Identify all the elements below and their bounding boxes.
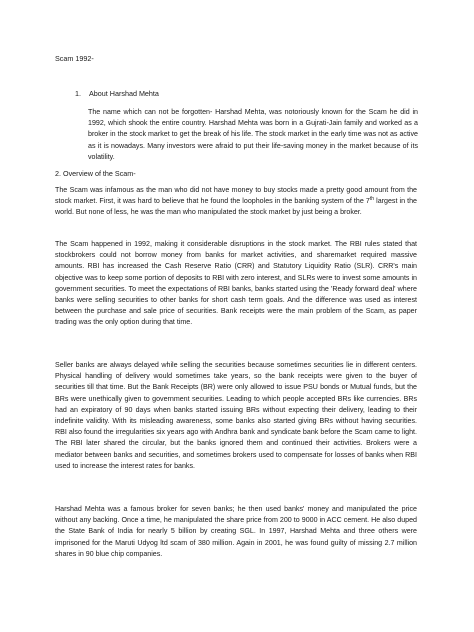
section-2-paragraph-1 <box>55 185 417 219</box>
p1-text-before: The Scam was infamous as the man who did not have money to buy stocks made a pretty good amount from the stock market. First, it was hard to believe that he found the loopholes in the banking system of the 7 <box>55 186 417 206</box>
p1-superscript: th <box>369 196 375 203</box>
section-1-heading-text: About Harshad Mehta <box>89 89 159 98</box>
document-title: Scam 1992- <box>55 54 94 63</box>
section-2-paragraph-4: Harshad Mehta was a famous broker for seven banks; he then used banks' money and manipulated the price without any backing. Once a time, he manipulated the share price from 200 to 9000 in ACC cement. He also duped the State Bank of India for nearly 5 billion by creating SGL. In 1997, Harshad Mehta and three others were imprisoned for the Maruti Udyog ltd scam of 380 million. Again in 2001, he was found guilty of missing 2.7 million shares in 90 blue chip companies. <box>55 505 417 558</box>
section-2-paragraph-3: Seller banks are always delayed while selling the securities because sometimes securities lie in different centers. Physical handling of delivery would sometimes take years, so the bank receipts were given to the buyer of securities till that time. But the Bank Receipts (BR) were only allowed to issue PSU bonds or Mutual funds, but the BRs were unethically given to government securities. Leading to which people accepted BRs like currencies. BRs had an expiratory of 90 days when banks started issuing BRs without expecting their delivery, leading to their indefinite validity. With its misleading awareness, some banks also started giving BRs without having securities. RBI also found the irregularities six years ago with Andhra bank and syndicate bank before the Scam came to light. The RBI later shared the circular, but the banks ignored them and continued their activities. Brokers were a mediator between banks and securities, and sometimes brokers used to compensate for losses of banks when RBI used to increase the interest rates for banks. <box>55 361 417 470</box>
section-2-heading: 2. Overview of the Scam- <box>55 169 136 178</box>
section-1-number: 1. <box>75 89 81 98</box>
section-1-heading <box>75 89 159 98</box>
section-2-paragraph-2: The Scam happened in 1992, making it considerable disruptions in the stock market. The RBI rules stated that stockbrokers could not borrow money from banks for market activities, and sharemarket required massive amounts. RBI has increased the Cash Reserve Ratio (CRR) and Statutory Liquidity Ratio (SLR). CRR's main objective was to keep some portion of deposits to RBI with zero interest, and SLRs were to invest some amounts in government securities. To meet the expectations of RBI banks, banks started using the 'Ready forward deal' where banks were selling securities to other banks for short cash term goals. And the difference was used as interest between the purchase and sale price of securities. Bank receipts were the main problem of the Scam, as paper trading was the only option during that time. <box>55 240 417 327</box>
p1-text-after: largest in the world. But none of less, he was the man who manipulated the stock market by just being a broker. <box>55 197 418 217</box>
section-1-paragraph: The name which can not be forgotten- Harshad Mehta, was notoriously known for the Scam he did in 1992, which shook the entire country. Harshad Mehta was born in a Gujrati-Jain family and worked as a broker in the stock market to get the break of his life. The stock market in the early time was not as active as it is nowadays. Many investors were afraid to put their life-saving money in the market because of its volatility. <box>88 108 418 161</box>
